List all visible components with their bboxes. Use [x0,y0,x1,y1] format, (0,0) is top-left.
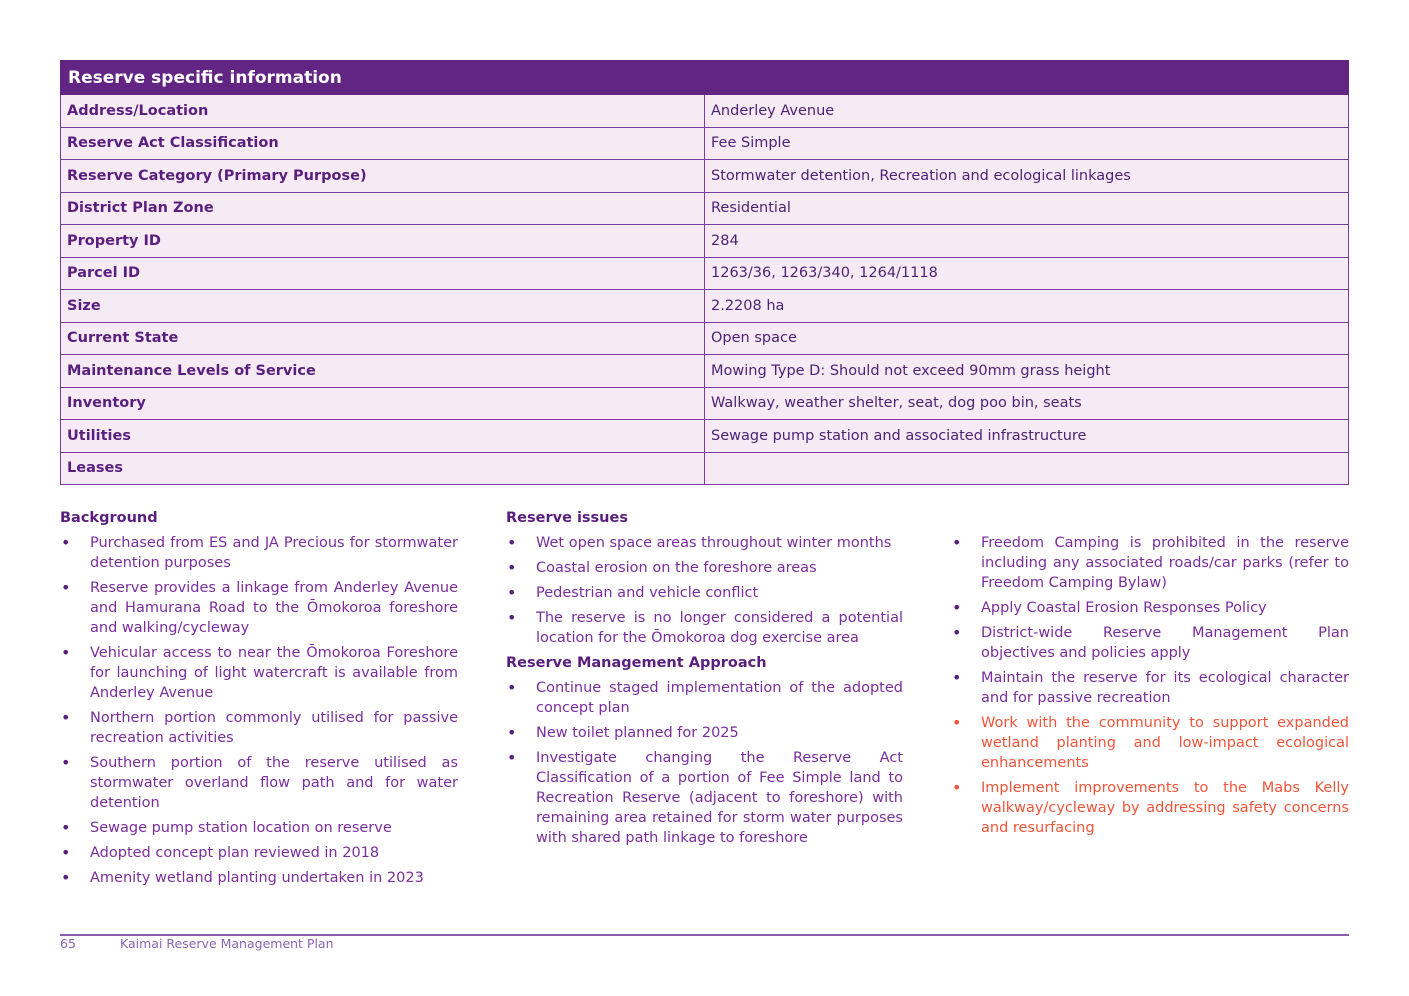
issues-approach-column [506,508,903,853]
table-title: Reserve specific information [61,61,1349,95]
row-label: Inventory [61,387,705,420]
list-item: • Freedom Camping is prohibited in the reserve including any associated roads/car parks (refer to Freedom Camping Bylaw) [951,533,1349,593]
list-item: • Vehicular access to near the Ōmokoroa Foreshore for launching of light watercraft is available from Anderley Avenue [60,643,458,703]
table-row [61,420,1349,453]
list-item: • Northern portion commonly utilised for passive recreation activities [60,708,458,748]
approach-highlighted-list [951,713,1349,838]
issues-heading: Reserve issues [506,510,628,526]
row-value: 1263/36, 1263/340, 1264/1118 [705,257,1349,290]
row-label: Size [61,290,705,323]
table-row [61,192,1349,225]
footer-document-title: Kaimai Reserve Management Plan [120,936,334,951]
row-label: Address/Location [61,95,705,128]
row-value: Stormwater detention, Recreation and ecological linkages [705,160,1349,193]
row-label: Current State [61,322,705,355]
list-item: • Southern portion of the reserve utilised as stormwater overland flow path and for water detention [60,753,458,813]
row-label: Leases [61,452,705,485]
row-value: 2.2208 ha [705,290,1349,323]
list-item: • Maintain the reserve for its ecological character and for passive recreation [951,668,1349,708]
row-value: Residential [705,192,1349,225]
row-value: Walkway, weather shelter, seat, dog poo bin, seats [705,387,1349,420]
reserve-info-table [60,60,1349,485]
list-item: • Pedestrian and vehicle conflict [506,583,903,603]
background-section [60,508,458,893]
row-label: Reserve Category (Primary Purpose) [61,160,705,193]
list-item: • Implement improvements to the Mabs Kelly walkway/cycleway by addressing safety concerns and resurfacing [951,778,1349,838]
table-row [61,95,1349,128]
row-label: Parcel ID [61,257,705,290]
list-item: • Purchased from ES and JA Precious for stormwater detention purposes [60,533,458,573]
row-label: Property ID [61,225,705,258]
table-row [61,322,1349,355]
list-item: • Continue staged implementation of the adopted concept plan [506,678,903,718]
approach-heading: Reserve Management Approach [506,655,767,671]
list-item: • New toilet planned for 2025 [506,723,903,743]
row-label: District Plan Zone [61,192,705,225]
row-label: Utilities [61,420,705,453]
list-item: • Amenity wetland planting undertaken in 2023 [60,868,458,888]
row-value: Anderley Avenue [705,95,1349,128]
row-value: Sewage pump station and associated infrastructure [705,420,1349,453]
list-item: • Wet open space areas throughout winter months [506,533,903,553]
background-heading: Background [60,510,158,526]
list-item: • Work with the community to support expanded wetland planting and low-impact ecological enhancements [951,713,1349,773]
table-row [61,257,1349,290]
background-list [60,533,458,888]
row-value: Open space [705,322,1349,355]
list-item: • District-wide Reserve Management Plan objectives and policies apply [951,623,1349,663]
table-row [61,355,1349,388]
row-value: Mowing Type D: Should not exceed 90mm grass height [705,355,1349,388]
list-item: • Reserve provides a linkage from Anderley Avenue and Hamurana Road to the Ōmokoroa foreshore and walking/cycleway [60,578,458,638]
table-row [61,387,1349,420]
list-item: • Adopted concept plan reviewed in 2018 [60,843,458,863]
table-row [61,160,1349,193]
row-value: Fee Simple [705,127,1349,160]
approach-continued-column [951,533,1349,843]
table-row [61,290,1349,323]
row-value [705,452,1349,485]
list-item: • The reserve is no longer considered a potential location for the Ōmokoroa dog exercise area [506,608,903,648]
footer-page-number: 65 [60,936,76,951]
row-label: Maintenance Levels of Service [61,355,705,388]
list-item: • Apply Coastal Erosion Responses Policy [951,598,1349,618]
row-label: Reserve Act Classification [61,127,705,160]
issues-list [506,533,903,648]
approach-continued-list [951,533,1349,708]
row-value: 284 [705,225,1349,258]
approach-list [506,678,903,848]
table-row [61,225,1349,258]
list-item: • Coastal erosion on the foreshore areas [506,558,903,578]
table-row [61,127,1349,160]
table-row [61,452,1349,485]
list-item: • Sewage pump station location on reserve [60,818,458,838]
list-item: • Investigate changing the Reserve Act Classification of a portion of Fee Simple land to Recreation Reserve (adjacent to foreshore) with remaining area retained for storm water purposes with shared path linkage to foreshore [506,748,903,848]
